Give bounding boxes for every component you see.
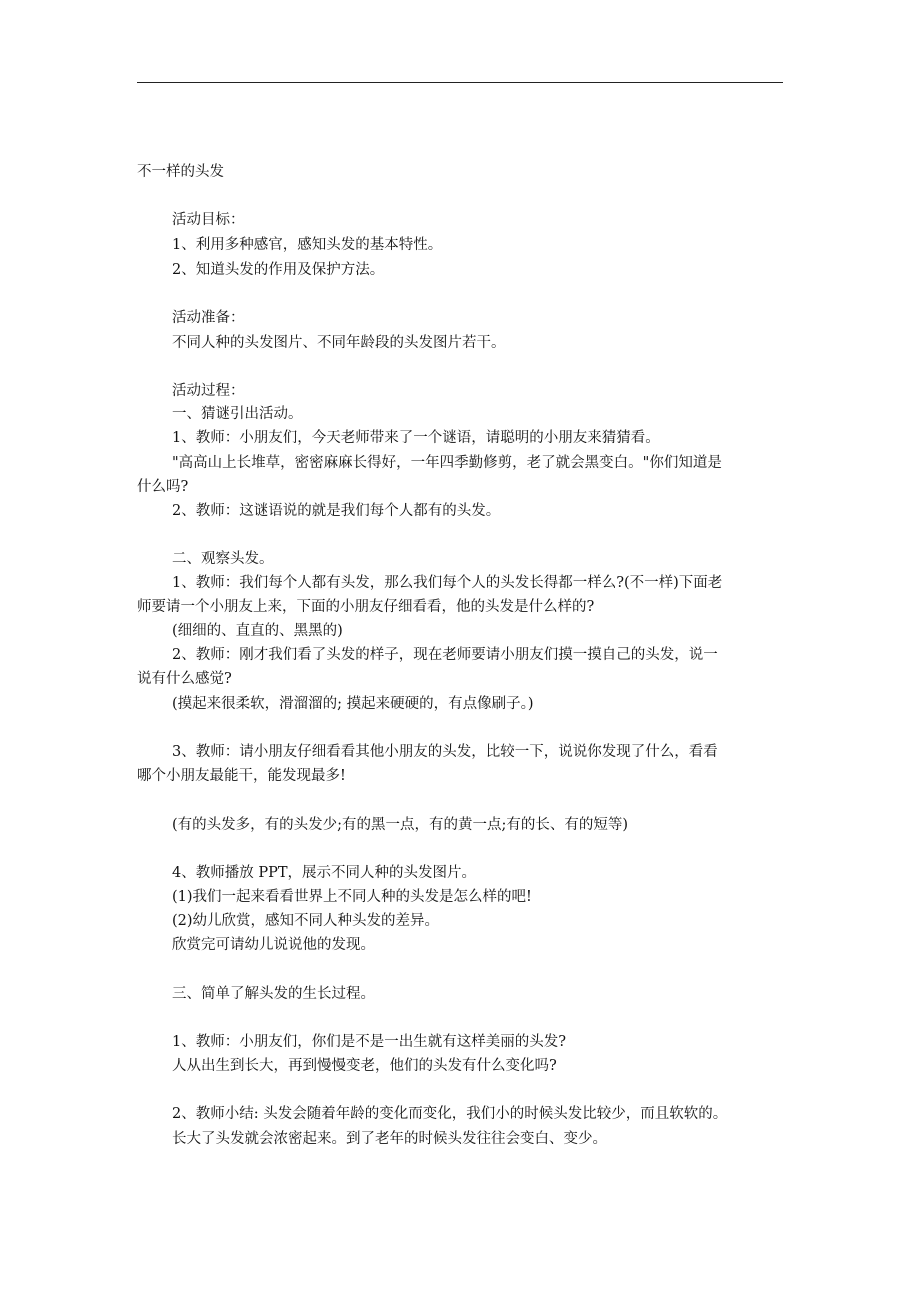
paragraph-line: 哪个小朋友最能干，能发现最多! — [137, 768, 346, 784]
paragraph-line: (2)幼儿欣赏，感知不同人种头发的差异。 — [172, 913, 440, 929]
paragraph-line: 长大了头发就会浓密起来。到了老年的时候头发往往会变白、变少。 — [172, 1131, 607, 1147]
paragraph-line: 说有什么感觉? — [137, 671, 232, 687]
paragraph-line: 二、观察头发。 — [172, 551, 274, 567]
paragraph-line: 2、教师：刚才我们看了头发的样子，现在老师要请小朋友们摸一摸自己的头发，说一 — [172, 647, 718, 663]
paragraph-line: 什么吗? — [137, 479, 189, 495]
paragraph-line: 人从出生到长大，再到慢慢变老，他们的头发有什么变化吗? — [172, 1058, 557, 1074]
paragraph-line: "高高山上长堆草，密密麻麻长得好，一年四季勤修剪，老了就会黑变白。"你们知道是 — [172, 455, 722, 471]
paragraph-line: (摸起来很柔软，滑溜溜的; 摸起来硬硬的，有点像刷子。) — [172, 696, 534, 712]
paragraph-line: 三、简单了解头发的生长过程。 — [172, 986, 375, 1002]
paragraph-line: 3、教师：请小朋友仔细看看其他小朋友的头发，比较一下，说说你发现了什么，看看 — [172, 744, 718, 760]
paragraph-line: (细细的、直直的、黑黑的) — [172, 623, 343, 639]
paragraph-line: 1、教师：小朋友们，你们是不是一出生就有这样美丽的头发? — [172, 1034, 566, 1050]
paragraph-line: 4、教师播放 PPT，展示不同人种的头发图片。 — [172, 865, 477, 881]
paragraph-line: 2、教师小结: 头发会随着年龄的变化而变化，我们小的时候头发比较少，而且软软的。 — [172, 1106, 728, 1122]
page-title: 不一样的头发 — [137, 164, 224, 180]
paragraph-line: 活动过程： — [172, 383, 245, 399]
paragraph-line: (1)我们一起来看看世界上不同人种的头发是怎么样的吧! — [172, 889, 532, 905]
paragraph-line: 欣赏完可请幼儿说说他的发现。 — [172, 937, 375, 953]
paragraph-line: 活动目标： — [172, 212, 245, 228]
paragraph-line: 不同人种的头发图片、不同年龄段的头发图片若干。 — [172, 335, 506, 351]
paragraph-line: 2、知道头发的作用及保护方法。 — [172, 262, 385, 278]
paragraph-line: 活动准备： — [172, 310, 245, 326]
header-rule — [137, 82, 783, 83]
paragraph-line: 一、猜谜引出活动。 — [172, 406, 303, 422]
paragraph-line: (有的头发多，有的头发少;有的黑一点，有的黄一点;有的长、有的短等) — [172, 817, 629, 833]
paragraph-line: 1、利用多种感官，感知头发的基本特性。 — [172, 237, 443, 253]
paragraph-line: 1、教师：小朋友们，今天老师带来了一个谜语，请聪明的小朋友来猜猜看。 — [172, 430, 660, 446]
paragraph-line: 师要请一个小朋友上来，下面的小朋友仔细看看，他的头发是什么样的? — [137, 599, 595, 615]
paragraph-line: 1、教师：我们每个人都有头发，那么我们每个人的头发长得都一样么?(不一样)下面老 — [172, 575, 723, 591]
paragraph-line: 2、教师：这谜语说的就是我们每个人都有的头发。 — [172, 503, 501, 519]
